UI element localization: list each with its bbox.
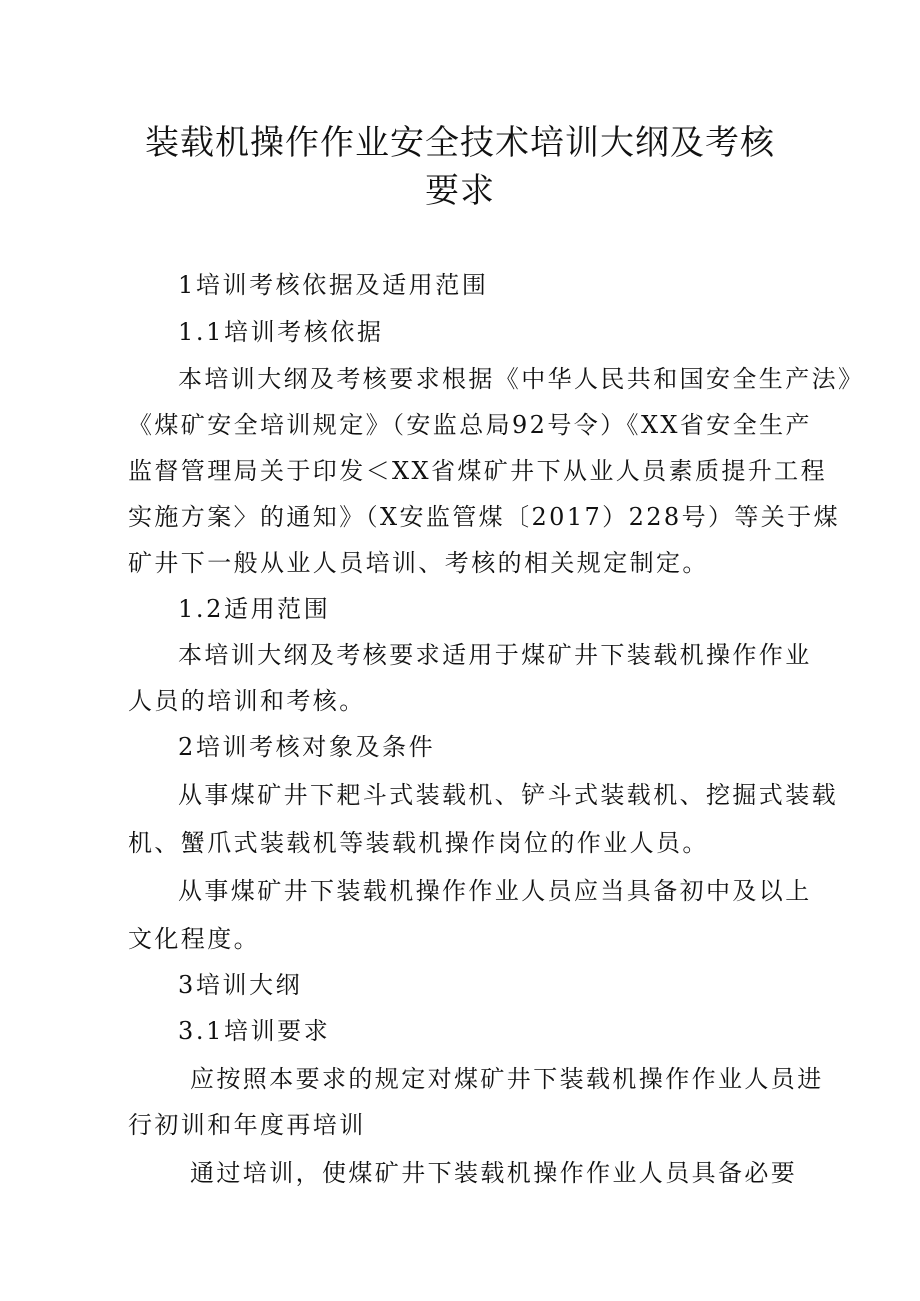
section-heading-1: 1培训考核依据及适用范围 (178, 271, 489, 299)
section-heading-3: 3培训大纲 (178, 971, 303, 999)
document-title-line-2: 要求 (425, 171, 495, 211)
paragraph-line: 文化程度。 (128, 925, 260, 953)
document-title-line-1: 装载机操作作业安全技术培训大纲及考核 (145, 123, 775, 163)
paragraph-line: 行初训和年度再培训 (128, 1111, 366, 1139)
paragraph-line: 本培训大纲及考核要求根据《中华人民共和国安全生产法》 (178, 365, 865, 393)
paragraph-line: 实施方案〉的通知》（X安监管煤〔2017）228号）等关于煤 (128, 503, 840, 531)
subsection-heading-1-2: 1.2适用范围 (178, 595, 331, 623)
paragraph-line: 矿井下一般从业人员培训、考核的相关规定制定。 (128, 549, 709, 577)
section-heading-2: 2培训考核对象及条件 (178, 733, 436, 761)
paragraph-line: 通过培训，使煤矿井下装载机操作作业人员具备必要 (190, 1159, 798, 1187)
paragraph-line: 从事煤矿井下装载机操作作业人员应当具备初中及以上 (178, 877, 812, 905)
paragraph-line: 人员的培训和考核。 (128, 687, 366, 715)
paragraph-line: 机、蟹爪式装载机等装载机操作岗位的作业人员。 (128, 829, 709, 857)
paragraph-line: 监督管理局关于印发＜XX省煤矿井下从业人员素质提升工程 (128, 457, 827, 485)
paragraph-line: 本培训大纲及考核要求适用于煤矿井下装载机操作作业 (178, 641, 812, 669)
subsection-heading-1-1: 1.1培训考核依据 (178, 318, 384, 346)
paragraph-line: 从事煤矿井下耙斗式装载机、铲斗式装载机、挖掘式装载 (178, 781, 838, 809)
paragraph-line: 应按照本要求的规定对煤矿井下装载机操作作业人员进 (190, 1065, 824, 1093)
subsection-heading-3-1: 3.1培训要求 (178, 1017, 331, 1045)
paragraph-line: 《煤矿安全培训规定》（安监总局92号令）《XX省安全生产 (128, 411, 812, 439)
